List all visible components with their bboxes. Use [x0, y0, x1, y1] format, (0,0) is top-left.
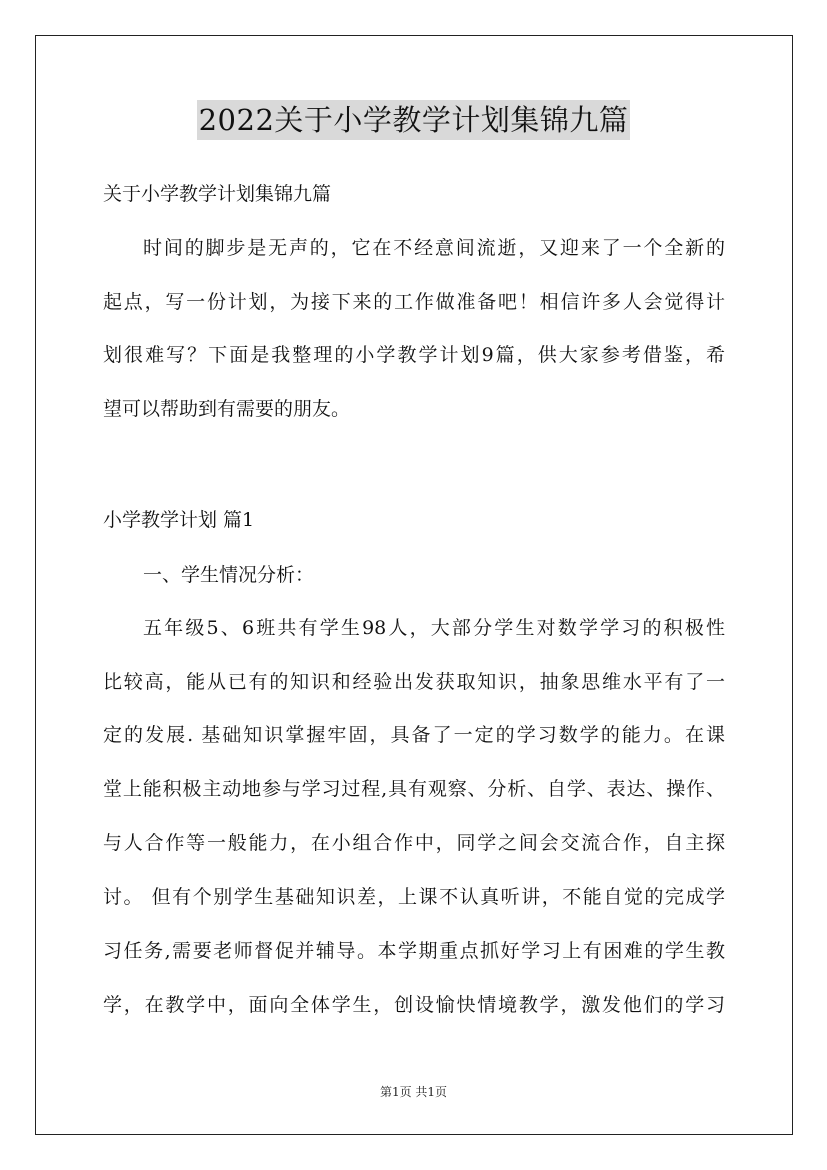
section-heading: 小学教学计划 篇1 — [103, 509, 255, 531]
section-subheading: 一、学生情况分析： — [143, 564, 315, 586]
intro-line-4: 望可以帮助到有需要的朋友。 — [103, 398, 351, 420]
document-subtitle: 关于小学教学计划集锦九篇 — [103, 183, 332, 205]
body-line-1: 五年级5、6班共有学生98人，大部分学生对数学学习的积极性 — [143, 617, 725, 639]
title-container — [0, 100, 827, 140]
body-line-5: 与人合作等一般能力，在小组合作中，同学之间会交流合作，自主探 — [103, 832, 725, 854]
body-line-6: 讨。 但有个别学生基础知识差，上课不认真听讲，不能自觉的完成学 — [103, 886, 725, 908]
body-line-3: 定的发展. 基础知识掌握牢固，具备了一定的学习数学的能力。在课 — [103, 724, 725, 746]
body-line-2: 比较高，能从已有的知识和经验出发获取知识，抽象思维水平有了一 — [103, 671, 725, 693]
body-line-4: 堂上能积极主动地参与学习过程,具有观察、分析、自学、表达、操作、 — [103, 778, 725, 800]
page-footer: 第1页 共1页 — [379, 1085, 448, 1099]
intro-line-1: 时间的脚步是无声的，它在不经意间流逝，又迎来了一个全新的 — [143, 237, 725, 259]
intro-line-2: 起点，写一份计划，为接下来的工作做准备吧！相信许多人会觉得计 — [103, 291, 725, 313]
body-line-8: 学，在教学中，面向全体学生，创设愉快情境教学，激发他们的学习 — [103, 994, 725, 1016]
body-line-7: 习任务,需要老师督促并辅导。本学期重点抓好学习上有困难的学生教 — [103, 940, 725, 962]
document-title: 2022关于小学教学计划集锦九篇 — [197, 100, 631, 140]
intro-line-3: 划很难写？下面是我整理的小学教学计划9篇，供大家参考借鉴，希 — [103, 344, 725, 366]
